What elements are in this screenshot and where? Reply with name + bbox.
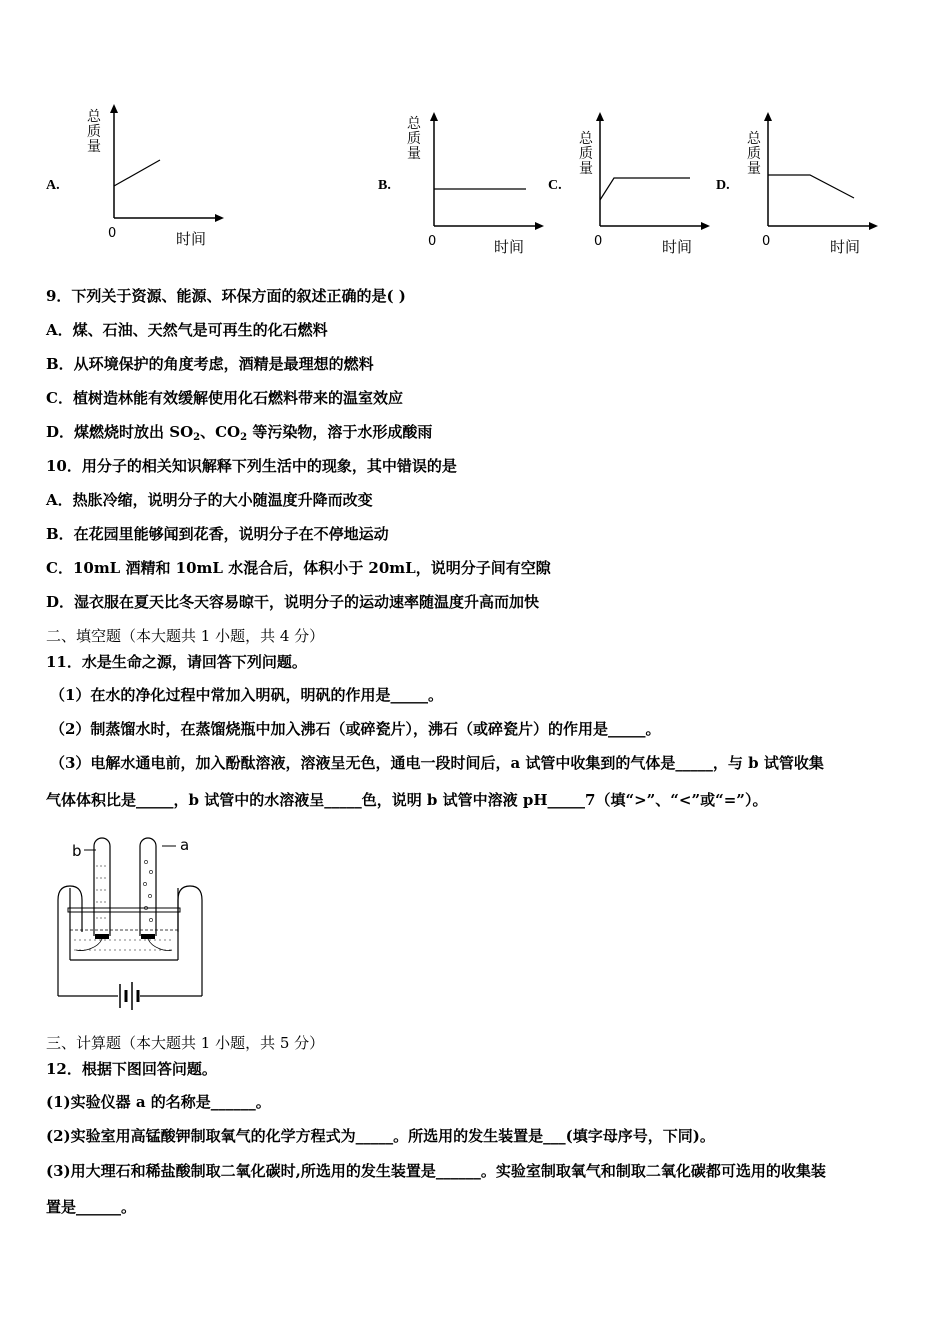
- x-axis-label: 时间: [494, 238, 525, 256]
- tube-a-label: a: [180, 836, 190, 854]
- q9-stem: 9．下列关于资源、能源、环保方面的叙述正确的是( ): [46, 287, 406, 305]
- apparatus-drawing: [54, 832, 214, 1022]
- q12-part3-line1: (3)用大理石和稀盐酸制取二氧化碳时,所选用的发生装置是______。实验室制取氧气和制取二氧化碳都可选用的收集装: [46, 1162, 826, 1180]
- y-label-char: 量: [579, 161, 593, 177]
- graph-a-curve: [114, 160, 160, 186]
- graph-d-axes: [754, 108, 884, 238]
- q9-option-d: [46, 422, 432, 448]
- y-label-char: 总: [747, 131, 761, 147]
- subscript: 2: [240, 432, 248, 443]
- q11-part1: （1）在水的净化过程中常加入明矾，明矾的作用是_____。: [50, 686, 443, 704]
- x-axis-label: 时间: [662, 238, 693, 256]
- q11-part3-line2: 气体体积比是_____，b 试管中的水溶液呈_____色，说明 b 试管中溶液 pH_____7（填“>”、“<”或“=”）。: [46, 791, 768, 809]
- y-label-char: 总: [407, 116, 421, 132]
- origin-label: 0: [594, 234, 603, 249]
- q10-option-a: A．热胀冷缩，说明分子的大小随温度升降而改变: [46, 491, 373, 509]
- x-axis-label: 时间: [830, 238, 861, 256]
- q9-option-b: B．从环境保护的角度考虑，酒精是最理想的燃料: [46, 355, 374, 373]
- option-a-label: A.: [46, 178, 60, 193]
- q9-d-text: D．煤燃烧时放出 SO: [46, 423, 194, 441]
- y-label-char: 量: [407, 146, 421, 162]
- graph-c-axes: [586, 108, 716, 238]
- q9-d-text: 、CO: [200, 423, 241, 441]
- q12-part1: (1)实验仪器 a 的名称是______。: [46, 1093, 271, 1111]
- section3-heading: 三、计算题（本大题共 1 小题，共 5 分）: [46, 1034, 325, 1052]
- option-c-label: C.: [548, 178, 562, 193]
- y-label-char: 总: [579, 131, 593, 147]
- q10-option-c: C．10mL 酒精和 10mL 水混合后，体积小于 20mL，说明分子间有空隙: [46, 559, 551, 577]
- q12-part3-line2: 置是______。: [46, 1198, 137, 1216]
- q10-option-b: B．在花园里能够闻到花香，说明分子在不停地运动: [46, 525, 389, 543]
- y-label-char: 质: [407, 131, 421, 147]
- x-axis-label: 时间: [176, 230, 207, 248]
- q11-stem: 11．水是生命之源，请回答下列问题。: [46, 653, 307, 671]
- y-label-char: 质: [579, 146, 593, 162]
- origin-label: 0: [762, 234, 771, 249]
- y-label-char: 量: [747, 161, 761, 177]
- y-label-char: 量: [87, 139, 101, 155]
- q11-part3-line1: （3）电解水通电前，加入酚酞溶液，溶液呈无色，通电一段时间后，a 试管中收集到的气体是_____，与 b 试管收集: [50, 754, 824, 772]
- option-d-label: D.: [716, 178, 730, 193]
- graph-c-curve: [600, 178, 690, 200]
- q9-option-a: A．煤、石油、天然气是可再生的化石燃料: [46, 321, 328, 339]
- y-label-char: 总: [87, 109, 101, 125]
- subscript: 2: [193, 432, 201, 443]
- y-label-char: 质: [87, 124, 101, 140]
- q10-stem: 10．用分子的相关知识解释下列生活中的现象，其中错误的是: [46, 457, 457, 475]
- graph-a-axes: [100, 100, 230, 230]
- origin-label: 0: [108, 226, 117, 241]
- q12-stem: 12．根据下图回答问题。: [46, 1060, 217, 1078]
- origin-label: 0: [428, 234, 437, 249]
- y-label-char: 质: [747, 146, 761, 162]
- graph-d-curve: [768, 175, 854, 198]
- q9-d-text: 等污染物，溶于水形成酸雨: [247, 423, 433, 441]
- q12-part2: (2)实验室用高锰酸钾制取氧气的化学方程式为_____。所选用的发生装置是___(填字母序号，下同)。: [46, 1127, 715, 1145]
- tube-b-label: b: [72, 842, 82, 860]
- q11-part2: （2）制蒸馏水时，在蒸馏烧瓶中加入沸石（或碎瓷片），沸石（或碎瓷片）的作用是_____。: [50, 720, 661, 738]
- section2-heading: 二、填空题（本大题共 1 小题，共 4 分）: [46, 627, 325, 645]
- q9-option-c: C．植树造林能有效缓解使用化石燃料带来的温室效应: [46, 389, 403, 407]
- q10-option-d: D．湿衣服在夏天比冬天容易晾干，说明分子的运动速率随温度升高而加快: [46, 593, 540, 611]
- option-b-label: B.: [378, 178, 391, 193]
- graph-b-axes: [420, 108, 550, 238]
